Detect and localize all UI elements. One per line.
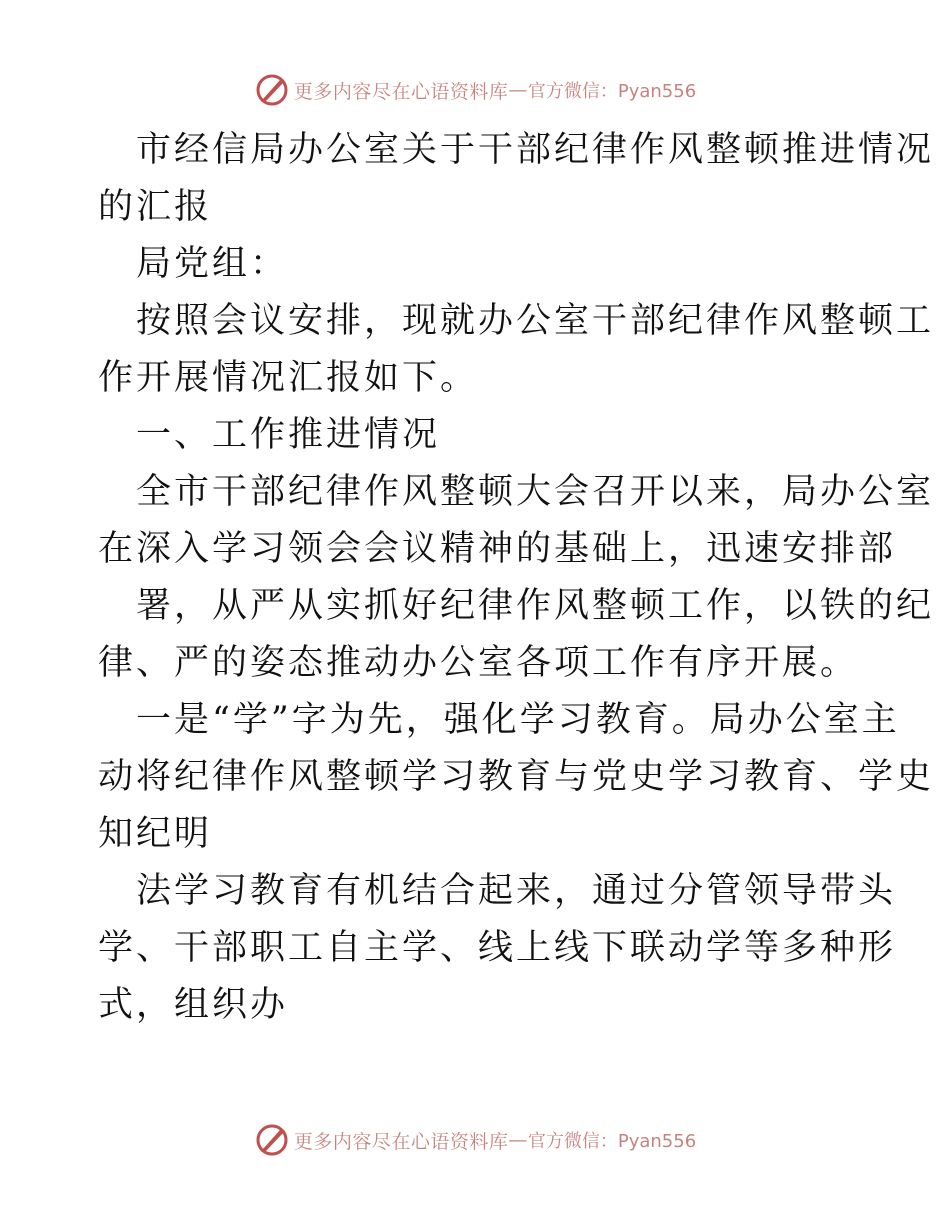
document-body [98, 122, 935, 1034]
paragraph-line: 在深入学习领会会议精神的基础上，迅速安排部 [98, 529, 897, 569]
footer-watermark [0, 1120, 950, 1160]
watermark-brand-text: 更多内容尽在心语资料库 [293, 80, 509, 103]
paragraph-line: 全市干部纪律作风整顿大会召开以来，局办公室 [136, 472, 935, 512]
paragraph-line: 知纪明 [98, 814, 213, 854]
header-watermark [0, 70, 950, 110]
watermark-separator: — [508, 1129, 528, 1151]
quill-pen-logo-icon [254, 72, 290, 108]
paragraph-line: 按照会议安排，现就办公室干部纪律作风整顿工 [136, 301, 935, 341]
document-salutation: 局党组： [136, 244, 289, 284]
paragraph-line: 署，从严从实抓好纪律作风整顿工作，以铁的纪 [136, 586, 935, 626]
watermark-wechat-text: 官方微信：Pyan556 [527, 1131, 697, 1152]
paragraph-line: 作开展情况汇报如下。 [98, 358, 479, 398]
watermark-wechat-text: 官方微信：Pyan556 [527, 81, 697, 102]
document-title-line: 的汇报 [98, 187, 213, 227]
paragraph-line: 律、严的姿态推动办公室各项工作有序开展。 [98, 643, 859, 683]
paragraph-line: 法学习教育有机结合起来，通过分管领导带头 [136, 871, 897, 911]
paragraph-line: 动将纪律作风整顿学习教育与党史学习教育、学史 [98, 757, 935, 797]
watermark-separator: — [508, 79, 528, 101]
quill-pen-logo-icon [254, 1122, 290, 1158]
paragraph-line: 一是“学”字为先，强化学习教育。局办公室主 [136, 700, 900, 740]
watermark-brand-text: 更多内容尽在心语资料库 [293, 1130, 509, 1153]
section-heading: 一、工作推进情况 [136, 415, 441, 455]
paragraph-line: 式，组织办 [98, 985, 289, 1025]
paragraph-line: 学、干部职工自主学、线上线下联动学等多种形 [98, 928, 897, 968]
document-title-line: 市经信局办公室关于干部纪律作风整顿推进情况 [136, 130, 935, 170]
